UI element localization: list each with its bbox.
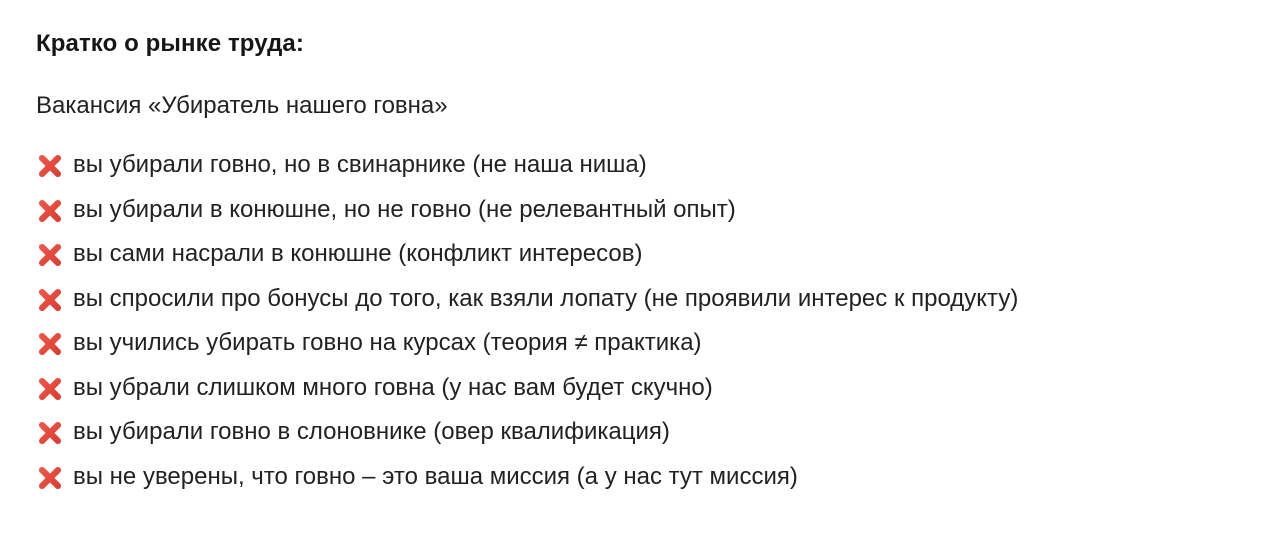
rejection-text: вы не уверены, что говно – это ваша миссия (а у нас тут миссия) xyxy=(73,462,798,490)
rejection-list xyxy=(36,143,1260,499)
list-item xyxy=(36,455,1260,500)
cross-mark-icon xyxy=(36,241,64,269)
rejection-text: вы убирали говно, но в свинарнике (не наша ниша) xyxy=(73,151,647,179)
list-item xyxy=(36,366,1260,411)
cross-mark-icon xyxy=(36,197,64,225)
rejection-text: вы убирали в конюшне, но не говно (не релевантный опыт) xyxy=(73,195,736,223)
rejection-text: вы учились убирать говно на курсах (теория ≠ практика) xyxy=(73,329,702,357)
list-item xyxy=(36,232,1260,277)
cross-mark-icon xyxy=(36,464,64,492)
cross-mark-icon xyxy=(36,286,64,314)
rejection-text: вы убирали говно в слоновнике (овер квалификация) xyxy=(73,418,670,446)
rejection-text: вы спросили про бонусы до того, как взяли лопату (не проявили интерес к продукту) xyxy=(73,284,1019,312)
post-title: Кратко о рынке труда: xyxy=(36,30,304,57)
list-item xyxy=(36,143,1260,188)
cross-mark-icon xyxy=(36,419,64,447)
list-item xyxy=(36,277,1260,322)
cross-mark-icon xyxy=(36,330,64,358)
list-item xyxy=(36,188,1260,233)
list-item xyxy=(36,321,1260,366)
vacancy-subtitle: Вакансия «Убиратель нашего говна» xyxy=(36,92,448,119)
rejection-text: вы сами насрали в конюшне (конфликт интересов) xyxy=(73,240,643,268)
cross-mark-icon xyxy=(36,152,64,180)
cross-mark-icon xyxy=(36,375,64,403)
rejection-text: вы убрали слишком много говна (у нас вам будет скучно) xyxy=(73,373,713,401)
list-item xyxy=(36,410,1260,455)
